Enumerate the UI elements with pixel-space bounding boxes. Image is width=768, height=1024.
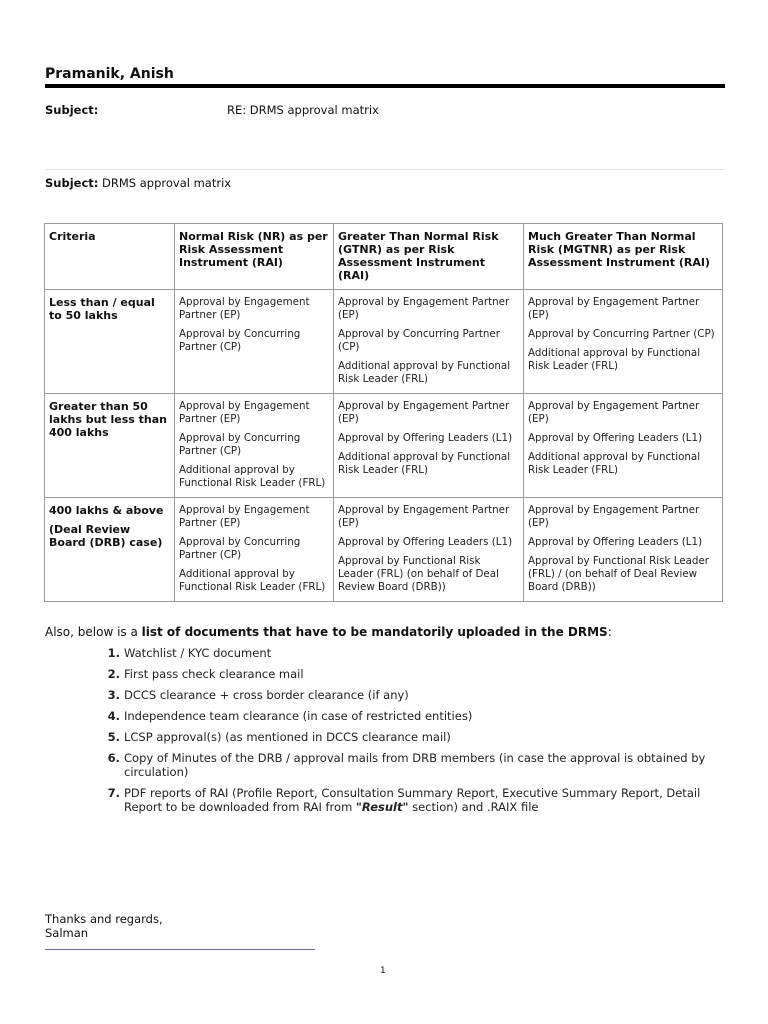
approval-item: Approval by Offering Leaders (L1) — [338, 432, 513, 444]
gtnr-cell — [334, 290, 524, 394]
closing — [45, 912, 163, 940]
approval-item: Approval by Functional Risk Leader (FRL) / (on behalf of Deal Review Board (DRB)) — [528, 555, 710, 593]
doc7-text-end: section) and .RAIX file — [408, 800, 539, 814]
approval-item: Approval by Functional Risk Leader (FRL) (on behalf of Deal Review Board (DRB)) — [338, 555, 499, 593]
approval-item: Approval by Engagement Partner (EP) — [338, 296, 510, 321]
list-item — [124, 786, 724, 814]
doc7-emphasis: "Result" — [355, 800, 409, 814]
criteria-cell — [45, 498, 175, 602]
criteria-text: Less than / equal to 50 lakhs — [49, 296, 155, 322]
nr-cell — [175, 290, 334, 394]
approval-item: Approval by Engagement Partner (EP) — [528, 296, 700, 321]
closing-name: Salman — [45, 926, 89, 940]
approval-item: Approval by Concurring Partner (CP) — [179, 536, 301, 561]
table-row — [45, 498, 723, 602]
criteria-note: (Deal Review Board (DRB) case) — [49, 523, 163, 549]
approval-item: Additional approval by Functional Risk Leader (FRL) — [179, 464, 326, 489]
list-item: 1. Watchlist / KYC document — [124, 646, 724, 660]
table-row — [45, 290, 723, 394]
list-item: 3. DCCS clearance + cross border clearance (if any) — [124, 688, 724, 702]
body-subject-label: Subject: — [45, 176, 99, 190]
header-rule — [45, 84, 725, 88]
mgtnr-cell — [524, 394, 723, 498]
approval-item: Approval by Engagement Partner (EP) — [338, 504, 510, 529]
gtnr-cell — [334, 498, 524, 602]
list-item: 4. Independence team clearance (in case of restricted entities) — [124, 709, 724, 723]
documents-intro — [45, 625, 612, 639]
header-mgtnr: Much Greater Than Normal Risk (MGTNR) as per Risk Assessment Instrument (RAI) — [524, 224, 723, 290]
subject-label: Subject: — [45, 103, 99, 117]
approval-item: Additional approval by Functional Risk Leader (FRL) — [528, 347, 701, 372]
sender-name: Pramanik, Anish — [45, 66, 174, 82]
header-nr: Normal Risk (NR) as per Risk Assessment Instrument (RAI) — [175, 224, 334, 290]
approval-item: Additional approval by Functional Risk Leader (FRL) — [338, 360, 511, 385]
list-item: 2. First pass check clearance mail — [124, 667, 724, 681]
body-subject — [45, 176, 231, 190]
documents-list — [85, 646, 724, 821]
approval-item: Approval by Engagement Partner (EP) — [179, 504, 310, 529]
list-item: 5. LCSP approval(s) (as mentioned in DCCS clearance mail) — [124, 730, 724, 744]
approval-item: Approval by Offering Leaders (L1) — [528, 432, 703, 444]
nr-cell — [175, 394, 334, 498]
criteria-text: 400 lakhs & above — [49, 504, 164, 517]
intro-suffix: : — [607, 625, 612, 639]
separator-rule — [45, 169, 725, 170]
approval-item: Approval by Offering Leaders (L1) — [528, 536, 703, 548]
subject-value: RE: DRMS approval matrix — [227, 103, 379, 117]
approval-item: Approval by Engagement Partner (EP) — [179, 400, 310, 425]
mgtnr-cell — [524, 290, 723, 394]
approval-item: Approval by Concurring Partner (CP) — [528, 328, 715, 340]
body-subject-value: DRMS approval matrix — [102, 176, 232, 190]
approval-item: Additional approval by Functional Risk Leader (FRL) — [528, 451, 701, 476]
approval-item: Additional approval by Functional Risk Leader (FRL) — [179, 568, 326, 593]
email-subject-row — [45, 103, 379, 117]
approval-item: Additional approval by Functional Risk Leader (FRL) — [338, 451, 511, 476]
page-number: 1 — [380, 966, 386, 976]
mgtnr-cell — [524, 498, 723, 602]
approval-item: Approval by Concurring Partner (CP) — [179, 432, 301, 457]
table-header-row — [45, 224, 723, 290]
table-row — [45, 394, 723, 498]
list-item: 6. Copy of Minutes of the DRB / approval mails from DRB members (in case the approval is obtained by circulation) — [124, 751, 724, 779]
closing-thanks: Thanks and regards, — [45, 912, 163, 926]
header-gtnr: Greater Than Normal Risk (GTNR) as per Risk Assessment Instrument (RAI) — [334, 224, 524, 290]
criteria-cell — [45, 290, 175, 394]
approval-matrix-table — [44, 223, 723, 602]
criteria-cell — [45, 394, 175, 498]
approval-item: Approval by Engagement Partner (EP) — [179, 296, 310, 321]
gtnr-cell — [334, 394, 524, 498]
approval-item: Approval by Engagement Partner (EP) — [528, 504, 700, 529]
header-criteria: Criteria — [45, 224, 175, 290]
signature-rule — [45, 949, 315, 950]
approval-item: Approval by Engagement Partner (EP) — [528, 400, 700, 425]
nr-cell — [175, 498, 334, 602]
criteria-text: Greater than 50 lakhs but less than 400 lakhs — [49, 400, 168, 439]
intro-prefix: Also, below is a — [45, 625, 142, 639]
approval-item: Approval by Concurring Partner (CP) — [179, 328, 301, 353]
approval-item: Approval by Engagement Partner (EP) — [338, 400, 510, 425]
intro-bold: list of documents that have to be mandatorily uploaded in the DRMS — [141, 625, 608, 639]
approval-item: Approval by Offering Leaders (L1) — [338, 536, 513, 548]
doc7-text: PDF reports of RAI (Profile Report, Consultation Summary Report, Executive Summary Report, Detail Report to be downloaded from RAI from — [124, 786, 701, 814]
approval-item: Approval by Concurring Partner (CP) — [338, 328, 500, 353]
